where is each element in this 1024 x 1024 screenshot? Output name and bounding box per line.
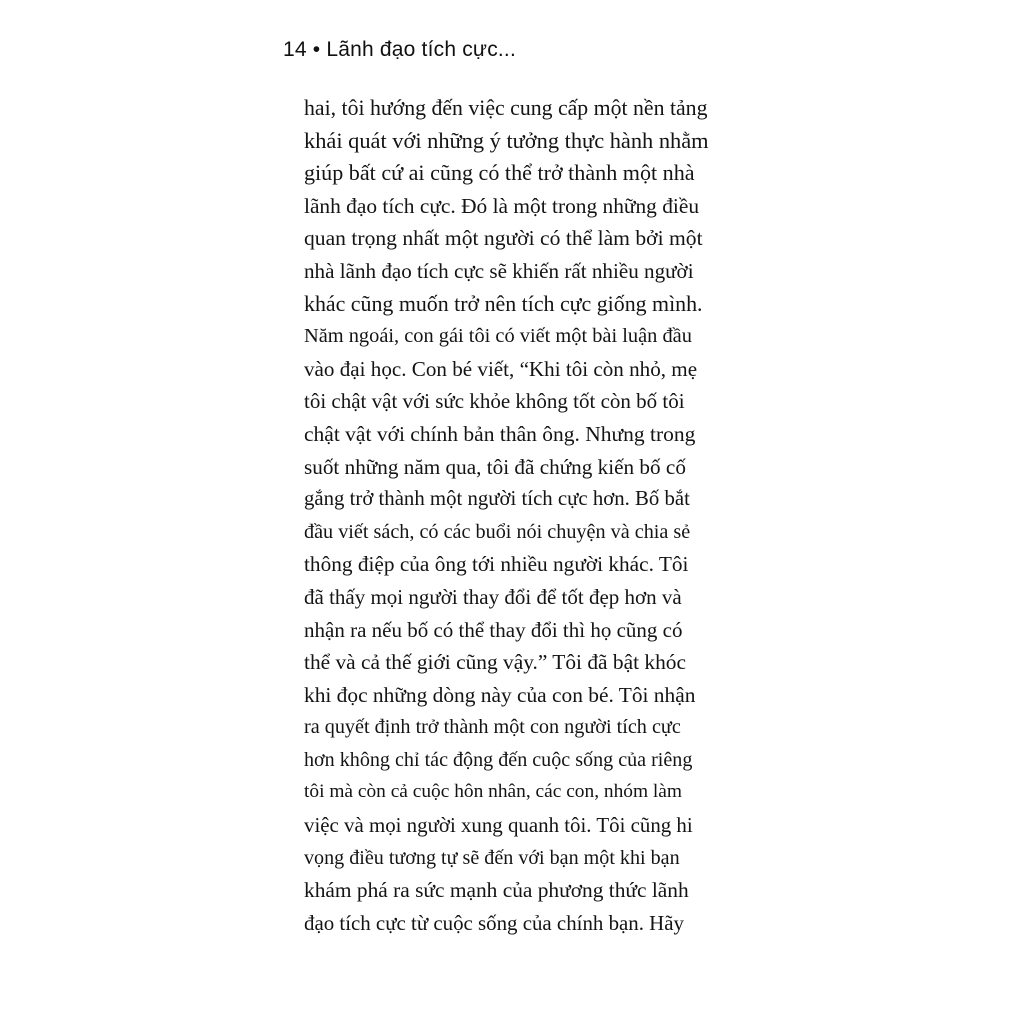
text-line-18: thể và cả thế giới cũng vậy.” Tôi đã bật khóc	[304, 650, 686, 675]
text-line-16: đã thấy mọi người thay đổi để tốt đẹp hơn và	[304, 584, 682, 609]
text-line-8: Năm ngoái, con gái tôi có viết một bài luận đầu	[304, 325, 692, 348]
text-line-15: thông điệp của ông tới nhiều người khác. Tôi	[304, 552, 689, 577]
text-line-23: việc và mọi người xung quanh tôi. Tôi cũng hi	[304, 813, 693, 838]
body-text	[304, 92, 774, 939]
text-line-25: khám phá ra sức mạnh của phương thức lãnh	[304, 878, 689, 903]
text-line-13: gắng trở thành một người tích cực hơn. Bố bắt	[304, 487, 690, 511]
text-line-26: đạo tích cực từ cuộc sống của chính bạn. Hãy	[304, 910, 684, 935]
text-line-21: hơn không chỉ tác động đến cuộc sống của riêng	[304, 748, 693, 771]
text-line-5: quan trọng nhất một người có thể làm bởi một	[304, 226, 703, 251]
text-line-2: khái quát với những ý tưởng thực hành nhằm	[304, 127, 709, 153]
text-line-7: khác cũng muốn trở nên tích cực giống mình.	[304, 290, 703, 316]
running-header	[283, 38, 516, 62]
text-line-9: vào đại học. Con bé viết, “Khi tôi còn nhỏ, mẹ	[304, 356, 698, 381]
text-line-6: nhà lãnh đạo tích cực sẽ khiến rất nhiều người	[304, 258, 694, 283]
text-line-4: lãnh đạo tích cực. Đó là một trong những điều	[304, 193, 700, 218]
text-line-22: tôi mà còn cả cuộc hôn nhân, các con, nhóm làm	[304, 781, 682, 803]
text-line-24: vọng điều tương tự sẽ đến với bạn một khi bạn	[304, 846, 680, 869]
text-line-14: đầu viết sách, có các buổi nói chuyện và chia sẻ	[304, 520, 691, 543]
text-line-1: hai, tôi hướng đến việc cung cấp một nền tảng	[304, 96, 708, 120]
text-line-10: tôi chật vật với sức khỏe không tốt còn bố tôi	[304, 389, 685, 414]
page-number: 14	[283, 38, 307, 61]
text-line-20: ra quyết định trở thành một con người tích cực	[304, 716, 681, 739]
text-line-12: suốt những năm qua, tôi đã chứng kiến bố cố	[304, 454, 686, 479]
text-line-17: nhận ra nếu bố có thể thay đổi thì họ cũng có	[304, 617, 683, 642]
text-line-3: giúp bất cứ ai cũng có thể trở thành một nhà	[304, 160, 695, 186]
text-line-19: khi đọc những dòng này của con bé. Tôi nhận	[304, 682, 696, 707]
text-line-11: chật vật với chính bản thân ông. Nhưng trong	[304, 421, 696, 446]
running-title: Lãnh đạo tích cực...	[326, 38, 516, 61]
header-separator: •	[312, 38, 321, 61]
